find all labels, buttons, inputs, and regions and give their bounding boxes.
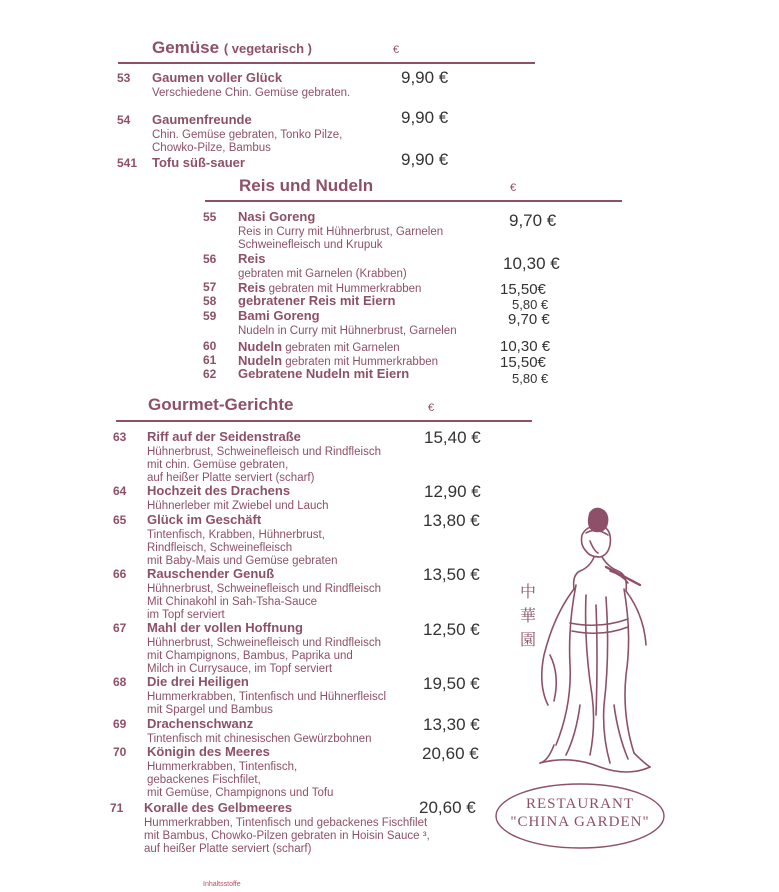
- item-number: 57: [203, 280, 217, 294]
- item-desc: Nudeln in Curry mit Hühnerbrust, Garnelen: [238, 325, 457, 337]
- item-name: Königin des Meeres: [147, 744, 270, 759]
- item-desc: mit Bambus, Chowko-Pilzen gebraten in Hoisin Sauce ³,: [144, 830, 430, 842]
- item-desc: im Topf serviert: [147, 609, 225, 621]
- item-number: 54: [117, 113, 131, 127]
- item-desc: mit Gemüse, Champignons und Tofu: [147, 787, 334, 799]
- item-price: 13,30 €: [423, 715, 480, 734]
- item-desc: mit Baby-Mais und Gemüse gebraten: [147, 555, 338, 567]
- item-name: Glück im Geschäft: [147, 512, 262, 527]
- item-desc: Tintenfisch mit chinesischen Gewürzbohnen: [147, 733, 372, 745]
- section-title-reis: Reis und Nudeln: [239, 176, 374, 195]
- item-number: 60: [203, 339, 217, 353]
- item-desc: Reis in Curry mit Hühnerbrust, Garnelen: [238, 226, 444, 238]
- item-number: 541: [117, 156, 138, 170]
- item-price: 13,80 €: [423, 511, 480, 530]
- item-name: Drachenschwanz: [147, 716, 254, 731]
- item-desc: Hummerkrabben, Tintenfisch,: [147, 761, 298, 773]
- item-desc: mit chin. Gemüse gebraten,: [147, 459, 289, 471]
- item-desc: Hühnerbrust, Schweinefleisch und Rindfleisch: [147, 583, 381, 595]
- item-name: Bami Goreng: [238, 308, 320, 323]
- item-name: Nudeln: [238, 353, 283, 368]
- item-name: Mahl der vollen Hoffnung: [147, 620, 303, 635]
- item-price: 13,50 €: [423, 565, 480, 584]
- item-price: 5,80 €: [512, 371, 549, 386]
- item-desc: Verschiedene Chin. Gemüse gebraten.: [152, 87, 351, 99]
- section-title-text: Gemüse: [152, 38, 220, 57]
- item-name: Riff auf der Seidenstraße: [147, 429, 301, 444]
- item-price: 15,40 €: [424, 428, 481, 447]
- item-price: 20,60 €: [422, 744, 479, 763]
- item-desc: Hühnerleber mit Zwiebel und Lauch: [147, 500, 329, 512]
- item-desc: Hummerkrabben, Tintenfisch und Hühnerfleiscl: [147, 691, 387, 703]
- item-price: 9,70 €: [509, 211, 557, 230]
- item-number: 62: [203, 367, 217, 381]
- item-desc: gebackenes Fischfilet,: [147, 774, 261, 786]
- item-desc: gebraten mit Hummerkrabben: [282, 356, 439, 368]
- currency-header: €: [510, 182, 517, 194]
- item-name: Gebratene Nudeln mit Eiern: [238, 366, 410, 381]
- item-name: Rauschender Genuß: [147, 566, 275, 581]
- item-number: 59: [203, 309, 217, 323]
- item-price: 10,30 €: [500, 338, 551, 355]
- section-divider: [205, 200, 622, 202]
- item-number: 64: [113, 484, 127, 498]
- item-desc: Tintenfisch, Krabben, Hühnerbrust,: [147, 529, 325, 541]
- item-number: 58: [203, 294, 217, 308]
- chinese-characters: 中 華 園: [519, 582, 536, 649]
- item-number: 63: [113, 430, 127, 444]
- item-name: Koralle des Gelbmeeres: [144, 800, 293, 815]
- item-name: Reis: [238, 280, 266, 295]
- item-number: 67: [113, 621, 127, 635]
- item-price: 9,70 €: [508, 311, 550, 328]
- item-price: 15,50€: [500, 281, 546, 298]
- item-name: Tofu süß-sauer: [152, 155, 245, 170]
- item-desc: auf heißer Platte serviert (scharf): [144, 843, 312, 855]
- item-name: Reis: [238, 251, 266, 266]
- item-desc: Rindfleisch, Schweinefleisch: [147, 542, 293, 554]
- section-title-gemuese: [152, 38, 312, 58]
- item-price: 19,50 €: [423, 674, 480, 693]
- item-desc: Hühnerbrust, Schweinefleisch und Rindfleisch: [147, 446, 381, 458]
- item-name: gebratener Reis mit Eiern: [238, 293, 396, 308]
- item-price: 15,50€: [500, 354, 546, 371]
- item-desc: Milch in Currysauce, im Topf serviert: [147, 663, 333, 675]
- item-desc: Schweinefleisch und Krupuk: [238, 239, 383, 251]
- item-number: 61: [203, 353, 217, 367]
- item-desc: auf heißer Platte serviert (scharf): [147, 472, 315, 484]
- item-desc: gebraten mit Garnelen: [282, 342, 400, 354]
- item-number: 71: [110, 801, 124, 815]
- item-price: 9,90 €: [401, 68, 449, 87]
- item-price: 5,80 €: [512, 297, 549, 312]
- item-desc: Chowko-Pilze, Bambus: [152, 142, 271, 154]
- item-name: Gaumen voller Glück: [152, 70, 283, 85]
- section-divider: [118, 62, 535, 64]
- item-number: 53: [117, 71, 131, 85]
- item-name: Hochzeit des Drachens: [147, 483, 291, 498]
- section-title-gourmet: Gourmet-Gerichte: [148, 395, 294, 414]
- currency-header: €: [428, 402, 435, 414]
- item-number: 70: [113, 745, 127, 759]
- item-price: 12,50 €: [423, 620, 480, 639]
- item-price: 20,60 €: [419, 798, 476, 817]
- item-price: 10,30 €: [503, 254, 560, 273]
- item-desc: gebraten mit Hummerkrabben: [265, 283, 422, 295]
- item-desc: Hühnerbrust, Schweinefleisch und Rindfleisch: [147, 637, 381, 649]
- restaurant-logo-line2: "CHINA GARDEN": [510, 814, 650, 830]
- item-number: 65: [113, 513, 127, 527]
- restaurant-logo-line1: RESTAURANT: [526, 796, 634, 812]
- item-desc: mit Champignons, Bambus, Paprika und: [147, 650, 353, 662]
- section-divider: [116, 420, 532, 422]
- item-desc: Mit Chinakohl in Sah-Tsha-Sauce: [147, 596, 318, 608]
- item-price: 12,90 €: [424, 482, 481, 501]
- item-price: 9,90 €: [401, 150, 449, 169]
- item-name: Die drei Heiligen: [147, 674, 249, 689]
- item-price: 9,90 €: [401, 108, 449, 127]
- item-name: Gaumenfreunde: [152, 112, 252, 127]
- section-subtitle: ( vegetarisch ): [223, 41, 312, 56]
- item-number: 55: [203, 210, 217, 224]
- item-desc: Chin. Gemüse gebraten, Tonko Pilze,: [152, 129, 343, 141]
- item-desc: Hummerkrabben, Tintenfisch und gebackenes Fischfilet: [144, 817, 428, 829]
- item-number: 69: [113, 717, 127, 731]
- item-name: Nasi Goreng: [238, 209, 316, 224]
- item-number: 66: [113, 567, 127, 581]
- item-desc: gebraten mit Garnelen (Krabben): [238, 268, 407, 280]
- currency-header: €: [393, 44, 400, 56]
- item-number: 68: [113, 675, 127, 689]
- item-number: 56: [203, 252, 217, 266]
- footnote-inhaltsstoffe: Inhaltsstoffe: [203, 881, 241, 888]
- item-desc: mit Spargel und Bambus: [147, 704, 273, 716]
- item-name: Nudeln: [238, 339, 283, 354]
